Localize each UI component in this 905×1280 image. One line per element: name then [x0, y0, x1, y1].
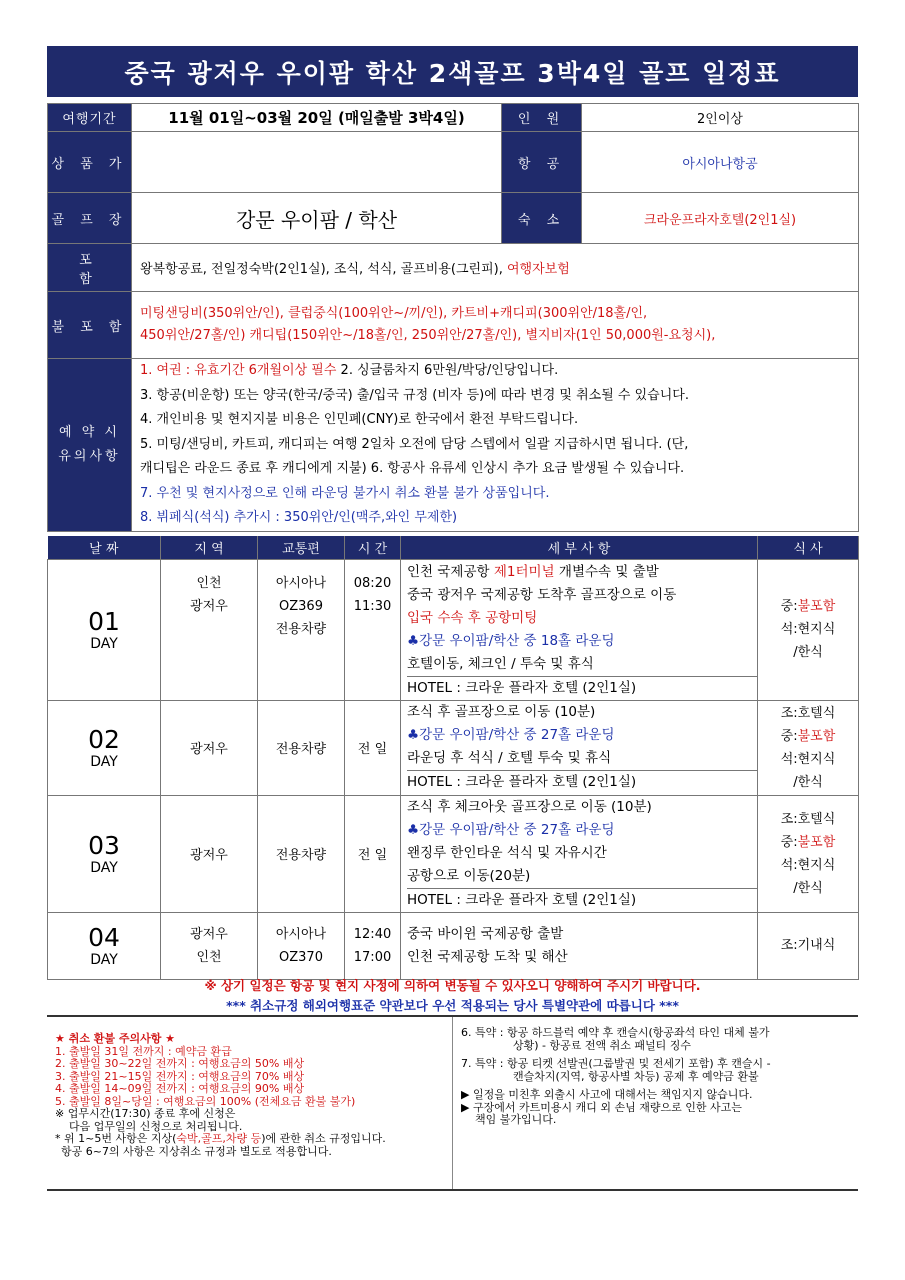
meal-line: /한식	[793, 774, 823, 790]
detail-cell	[401, 700, 758, 795]
time-cell: 전 일	[345, 795, 401, 912]
detail-line: ♣강문 우이팜/학산 중 27홀 라운딩	[407, 726, 615, 743]
day-cell	[48, 700, 161, 795]
exclude-line-2: 450위안/27홀/인) 캐디팁(150위안~/18홀/인, 250위안/27홀/인), 별지비자(1인 50,000원-요청시),	[140, 328, 716, 343]
notes-label	[48, 359, 132, 532]
day-number: 01	[88, 606, 120, 636]
meal-line: /한식	[793, 880, 823, 896]
special-term: 상황) - 항공료 전액 취소 패널티 징수	[513, 1038, 692, 1052]
day-row	[48, 912, 859, 979]
note-7: 8. 뷔페식(석식) 추가시 : 350위안/인(맥주,와인 무제한)	[140, 510, 458, 525]
hotel-label: 숙 소	[502, 193, 582, 244]
header-region: 지 역	[161, 536, 258, 559]
detail-line: ♣강문 우이팜/학산 중 27홀 라운딩	[407, 821, 615, 838]
schedule-table	[47, 536, 859, 980]
include-insurance: 여행자보험	[507, 262, 570, 277]
meal-prefix: 중:	[780, 728, 798, 744]
exclude-line-1: 미팅샌딩비(350위안/인), 클럽중식(100위안~/끼/인), 카트비+캐디피(300위안/18홀/인,	[140, 306, 648, 321]
refund-note-highlight: 숙박,골프,차량 등	[176, 1132, 262, 1145]
detail-cell	[401, 795, 758, 912]
disclaimer: ▶ 일정을 미친후 외출시 사고에 대해서는 책임지지 않습니다.	[461, 1088, 753, 1101]
header-detail: 세 부 사 항	[401, 536, 758, 559]
hotel-line: HOTEL : 크라운 플라자 호텔 (2인1실)	[407, 676, 757, 700]
detail-line: 라운딩 후 석식 / 호텔 투숙 및 휴식	[407, 749, 612, 766]
airline-value: 아시아나항공	[582, 132, 859, 193]
region-cell	[161, 559, 258, 700]
refund-note: 다음 업무일의 신청으로 처리됩니다.	[69, 1119, 243, 1133]
note-6: 7. 우천 및 현지사정으로 인해 라운딩 불가시 취소 환불 불가 상품입니다.	[140, 485, 550, 501]
header-time: 시 간	[345, 536, 401, 559]
exclude-label: 불 포 함	[48, 292, 132, 359]
meal-line: /한식	[793, 645, 823, 660]
special-term: 캔슬차지(지역, 항공사별 차등) 공제 후 예약금 환불	[513, 1069, 759, 1083]
refund-rule: 5. 출발일 8일~당일 : 여행요금의 100% (전체요금 환불 불가)	[55, 1094, 356, 1108]
refund-rule: 3. 출발일 21~15일 전까지 : 여행요금의 70% 배상	[55, 1069, 305, 1083]
detail-line: 인천 국제공항 도착 및 해산	[407, 948, 568, 965]
period-value: 11월 01일~03월 20일 (매일출발 3박4일)	[132, 104, 502, 132]
day-number: 04	[88, 922, 120, 952]
meal-cell	[758, 912, 859, 979]
detail-terminal: 제1터미널	[493, 563, 555, 580]
refund-right-column	[453, 1017, 858, 1189]
pax-value: 2인이상	[582, 104, 859, 132]
day-number: 02	[88, 724, 120, 754]
meal-cell	[758, 700, 859, 795]
refund-note: 항공 6~7의 사항은 지상취소 규정과 별도로 적용합니다.	[61, 1144, 332, 1158]
meal-line: 석:현지식	[780, 857, 836, 873]
time-cell: 전 일	[345, 700, 401, 795]
meal-line	[758, 831, 858, 854]
transport-line: OZ370	[279, 949, 323, 965]
time-line: 12:40	[353, 926, 392, 942]
transport-cell	[258, 559, 345, 700]
detail-line: 호텔이동, 체크인 / 투숙 및 휴식	[407, 655, 594, 672]
refund-rule: 4. 출발일 14~09일 전까지 : 여행요금의 90% 배상	[55, 1082, 305, 1095]
detail-cell	[401, 912, 758, 979]
cancellation-policy-notice: *** 취소규정 해외여행표준 약관보다 우선 적용되는 당사 특별약관에 따릅니다 ***	[226, 998, 679, 1013]
special-term: 6. 특약 : 항공 하드블럭 예약 후 캔슬시(항공좌석 타인 대체 불가	[461, 1026, 770, 1039]
meal-excluded: 불포함	[797, 599, 836, 614]
page-title: 중국 광저우 우이팜 학산 2색골프 3박4일 골프 일정표	[47, 46, 858, 97]
schedule-change-warning: ※ 상기 일정은 항공 및 현지 사정에 의하여 변동될 수 있사오니 양해하여 주시기 바랍니다.	[204, 978, 701, 993]
meal-line	[758, 595, 858, 618]
notes-label-2: 유의사항	[58, 448, 121, 464]
detail-line: 조식 후 골프장으로 이동 (10분)	[407, 703, 596, 720]
hotel-value: 크라운프라자호텔(2인1실)	[582, 193, 859, 244]
detail-line: 공항으로 이동(20분)	[407, 867, 531, 884]
detail-cell	[401, 559, 758, 700]
include-text: 왕복항공료, 전일정숙박(2인1실), 조식, 석식, 골프비용(그린피),	[140, 262, 507, 277]
day-cell	[48, 795, 161, 912]
meal-line: 석:현지식	[780, 751, 836, 767]
note-4: 5. 미팅/샌딩비, 카트피, 캐디피는 여행 2일차 오전에 담당 스텝에서 일괄 지급하시면 됩니다. (단,	[140, 436, 689, 452]
period-label: 여행기간	[48, 104, 132, 132]
region-cell: 광저우	[161, 700, 258, 795]
header-transport: 교통편	[258, 536, 345, 559]
meal-excluded: 불포함	[797, 834, 836, 850]
day-cell	[48, 912, 161, 979]
region-line: 광저우	[190, 926, 228, 942]
detail-line: 조식 후 체크아웃 골프장으로 이동 (10분)	[407, 798, 652, 815]
refund-left-column	[47, 1017, 453, 1189]
price-value	[132, 132, 502, 193]
refund-note	[55, 1133, 452, 1146]
hotel-line: HOTEL : 크라운 플라자 호텔 (2인1실)	[407, 770, 757, 794]
day-number: 03	[88, 830, 120, 860]
meal-line: 석:현지식	[780, 622, 836, 637]
transport-line: 전용차량	[275, 621, 327, 637]
meal-line: 조:호텔식	[780, 705, 836, 721]
transport-line: 아시아나	[275, 926, 327, 942]
region-line: 인천	[196, 949, 222, 965]
time-cell	[345, 912, 401, 979]
price-label: 상 품 가	[48, 132, 132, 193]
region-line: 인천	[196, 575, 222, 591]
day-label: DAY	[90, 951, 118, 968]
meal-excluded: 불포함	[797, 728, 836, 744]
day-label: DAY	[90, 859, 118, 876]
include-value	[132, 244, 859, 292]
note-3: 4. 개인비용 및 현지지불 비용은 인민폐(CNY)로 한국에서 환전 부탁드립니다.	[140, 412, 579, 427]
disclaimer: ▶ 구장에서 카트미용시 캐디 외 손님 재량으로 인한 사고는	[461, 1100, 742, 1114]
refund-section	[47, 1015, 858, 1191]
notes-list	[132, 359, 859, 532]
refund-note-text: )에 관한 취소 규정입니다.	[261, 1132, 386, 1145]
transport-line: OZ369	[279, 598, 323, 614]
time-cell	[345, 559, 401, 700]
meal-cell	[758, 559, 859, 700]
refund-note-text: * 위 1~5번 사항은 지상(	[55, 1132, 177, 1145]
note-1	[140, 359, 858, 384]
time-line: 17:00	[353, 949, 392, 965]
header-meal: 식 사	[758, 536, 859, 559]
special-term: 7. 특약 : 항공 티켓 선발권(그룹발권 및 전세기 포함) 후 캔슬시 -	[461, 1057, 771, 1070]
detail-text: 개별수속 및 출발	[554, 563, 659, 580]
day-label: DAY	[90, 635, 118, 652]
time-line: 11:30	[353, 598, 392, 614]
day-row	[48, 795, 859, 912]
golf-label: 골 프 장	[48, 193, 132, 244]
disclaimer: 책임 불가입니다.	[475, 1113, 557, 1126]
note-1-rest: 2. 싱글룸차지 6만원/박당/인당입니다.	[336, 363, 559, 378]
airline-label: 항 공	[502, 132, 582, 193]
refund-note: ※ 업무시간(17:30) 종료 후에 신청은	[55, 1107, 236, 1120]
refund-title: ★ 취소 환불 주의사항 ★	[55, 1032, 176, 1045]
day-cell	[48, 559, 161, 700]
time-line: 08:20	[353, 575, 392, 591]
include-label: 포 함	[48, 244, 132, 292]
region-cell: 광저우	[161, 795, 258, 912]
note-1-passport: 1. 여권 : 유효기간 6개월이상 필수	[140, 363, 337, 378]
transport-cell	[258, 912, 345, 979]
detail-line: 중국 광저우 국제공항 도착후 골프장으로 이동	[407, 586, 677, 603]
region-line: 광저우	[190, 598, 228, 614]
detail-line: ♣강문 우이팜/학산 중 18홀 라운딩	[407, 632, 615, 649]
golf-value: 강문 우이팜 / 학산	[132, 193, 502, 244]
meal-prefix: 중:	[780, 834, 798, 850]
schedule-header-row	[48, 536, 859, 559]
hotel-line: HOTEL : 크라운 플라자 호텔 (2인1실)	[407, 888, 757, 912]
refund-rule: 1. 출발일 31일 전까지 : 예약금 환급	[55, 1044, 232, 1058]
info-table	[47, 103, 859, 532]
meal-line: 조:기내식	[780, 938, 836, 953]
day-row	[48, 700, 859, 795]
meal-cell	[758, 795, 859, 912]
refund-rule: 2. 출발일 30~22일 전까지 : 여행요금의 50% 배상	[55, 1057, 305, 1070]
meal-prefix: 중:	[780, 599, 798, 614]
meal-line	[758, 725, 858, 748]
day-row	[48, 559, 859, 700]
exclude-value	[132, 292, 859, 359]
detail-line: 왠징루 한인타운 석식 및 자유시간	[407, 844, 607, 861]
note-5: 캐디팁은 라운드 종료 후 캐디에게 지불) 6. 항공사 유류세 인상시 추가 요금 발생될 수 있습니다.	[140, 461, 685, 476]
detail-line: 중국 바이윈 국제공항 출발	[407, 925, 564, 942]
region-cell	[161, 912, 258, 979]
transport-cell: 전용차량	[258, 700, 345, 795]
meal-line: 조:호텔식	[780, 811, 836, 827]
note-2: 3. 항공(비운항) 또는 양국(한국/중국) 출/입국 규정 (비자 등)에 따라 변경 및 취소될 수 있습니다.	[140, 387, 689, 403]
detail-line: 입국 수속 후 공항미팅	[407, 609, 538, 626]
detail-line	[407, 560, 757, 584]
transport-cell: 전용차량	[258, 795, 345, 912]
transport-line: 아시아나	[275, 575, 327, 591]
detail-text: 인천 국제공항	[407, 563, 494, 580]
header-date: 날 짜	[48, 536, 161, 559]
day-label: DAY	[90, 753, 118, 770]
pax-label: 인 원	[502, 104, 582, 132]
notes-label-1: 예 약 시	[59, 424, 120, 440]
